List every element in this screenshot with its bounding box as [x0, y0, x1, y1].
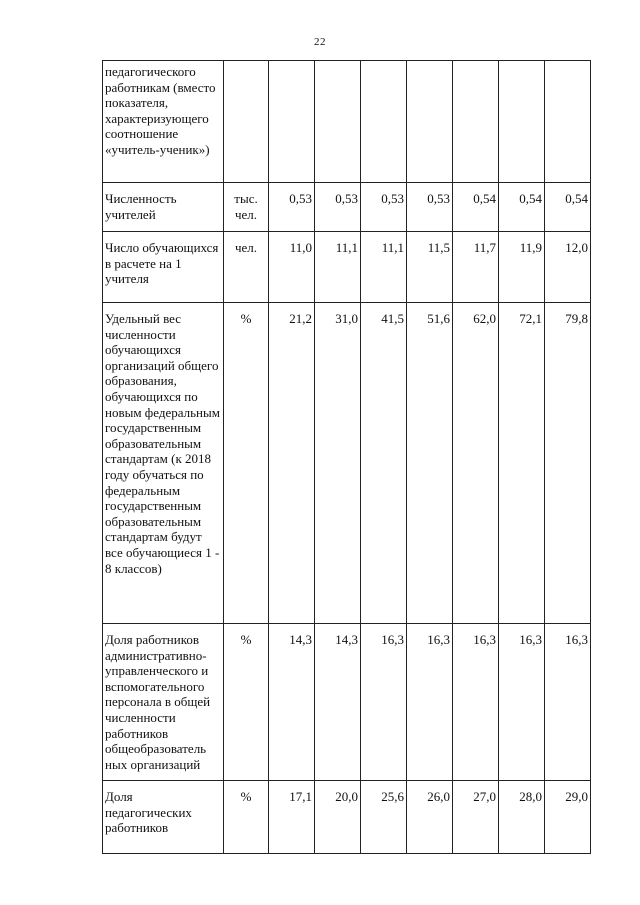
indicator-name: Доля работников административно-управленческого и вспомогательного персонала в общей численности работников общеобразователь ных организаций	[103, 624, 224, 781]
value-cell: 29,0	[545, 781, 591, 854]
indicators-table	[102, 60, 591, 854]
value-cell: 62,0	[453, 303, 499, 624]
value-cell: 0,53	[315, 183, 361, 232]
value-cell: 0,53	[361, 183, 407, 232]
value-cell: 11,1	[361, 232, 407, 303]
value-cell: 14,3	[269, 624, 315, 781]
value-cell: 27,0	[453, 781, 499, 854]
value-cell: 11,7	[453, 232, 499, 303]
value-cell: 16,3	[545, 624, 591, 781]
value-cell: 26,0	[407, 781, 453, 854]
value-cell: 11,1	[315, 232, 361, 303]
value-cell	[545, 61, 591, 183]
indicator-unit: чел.	[224, 232, 269, 303]
indicator-unit: %	[224, 303, 269, 624]
value-cell	[453, 61, 499, 183]
value-cell: 16,3	[499, 624, 545, 781]
value-cell: 21,2	[269, 303, 315, 624]
value-cell: 0,54	[545, 183, 591, 232]
value-cell: 0,54	[453, 183, 499, 232]
indicator-name: Доля педагогических работников	[103, 781, 224, 854]
value-cell: 31,0	[315, 303, 361, 624]
value-cell: 51,6	[407, 303, 453, 624]
value-cell	[361, 61, 407, 183]
table-row	[103, 624, 591, 781]
value-cell: 17,1	[269, 781, 315, 854]
table-row	[103, 61, 591, 183]
value-cell: 41,5	[361, 303, 407, 624]
page-number: 22	[314, 36, 326, 48]
table-row	[103, 303, 591, 624]
indicator-name: педагогического работникам (вместо показателя, характеризующего соотношение «учитель-ученик»)	[103, 61, 224, 183]
value-cell: 11,5	[407, 232, 453, 303]
indicator-unit: тыс. чел.	[224, 183, 269, 232]
table-row	[103, 232, 591, 303]
value-cell	[407, 61, 453, 183]
value-cell: 11,0	[269, 232, 315, 303]
table-row	[103, 183, 591, 232]
indicator-name: Численность учителей	[103, 183, 224, 232]
value-cell: 0,53	[269, 183, 315, 232]
value-cell	[499, 61, 545, 183]
value-cell: 72,1	[499, 303, 545, 624]
value-cell: 0,53	[407, 183, 453, 232]
table-row	[103, 781, 591, 854]
indicator-unit: %	[224, 624, 269, 781]
value-cell: 79,8	[545, 303, 591, 624]
indicator-unit: %	[224, 781, 269, 854]
value-cell: 16,3	[407, 624, 453, 781]
value-cell: 16,3	[453, 624, 499, 781]
indicator-name: Число обучающихся в расчете на 1 учителя	[103, 232, 224, 303]
value-cell: 16,3	[361, 624, 407, 781]
value-cell: 14,3	[315, 624, 361, 781]
indicator-unit	[224, 61, 269, 183]
value-cell	[269, 61, 315, 183]
value-cell: 25,6	[361, 781, 407, 854]
value-cell	[315, 61, 361, 183]
value-cell: 12,0	[545, 232, 591, 303]
value-cell: 11,9	[499, 232, 545, 303]
value-cell: 0,54	[499, 183, 545, 232]
value-cell: 20,0	[315, 781, 361, 854]
value-cell: 28,0	[499, 781, 545, 854]
indicator-name: Удельный вес численности обучающихся организаций общего образования, обучающихся по новым федеральным государственным образовательным стандартам (к 2018 году обучаться по федеральным государственным образовательным стандартам будут все обучающиеся 1 - 8 классов)	[103, 303, 224, 624]
